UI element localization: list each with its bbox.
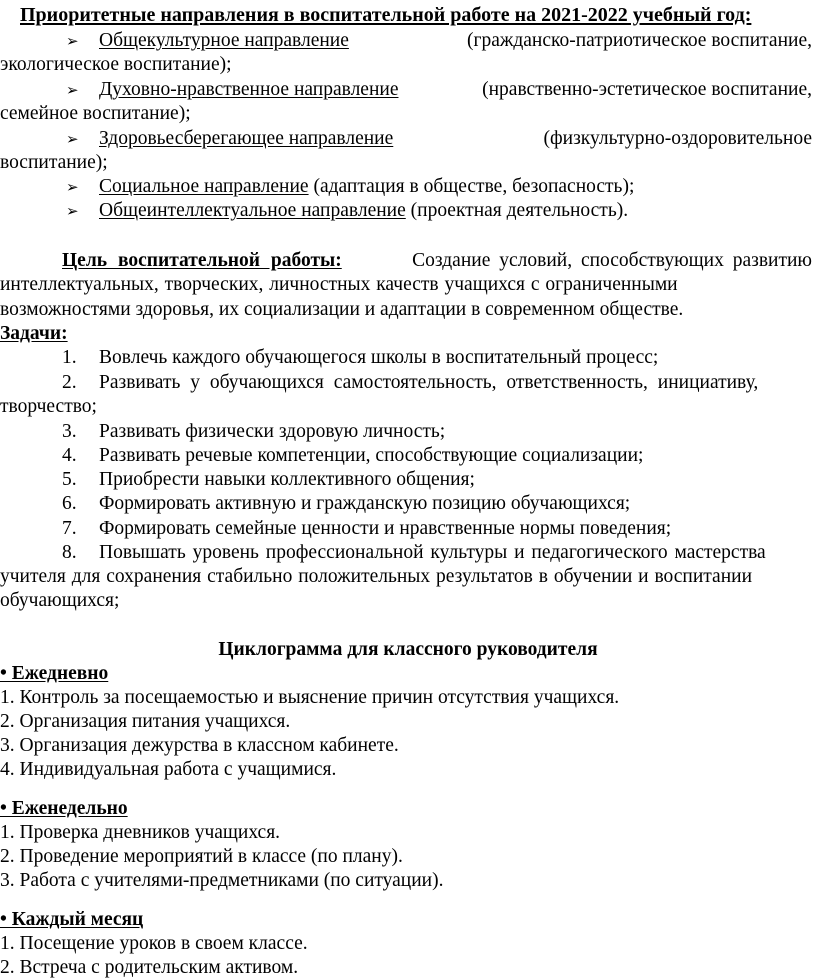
daily-item: 4. Индивидуальная работа с учащимися. <box>0 759 337 780</box>
task-text-cont: обучающихся; <box>0 590 120 611</box>
daily-item: 3. Организация дежурства в классном кабинете. <box>0 735 399 756</box>
weekly-heading: • Еженедельно <box>0 798 128 819</box>
direction-desc: (адаптация в обществе, безопасность); <box>308 176 635 197</box>
direction-name: Здоровьесберегающее направление <box>99 128 394 149</box>
tasks-label: Задачи: <box>0 323 68 344</box>
task-number: 5. <box>62 469 77 490</box>
arrow-bullet-icon: ➢ <box>66 130 79 148</box>
task-number: 6. <box>62 493 77 514</box>
direction-name: Общекультурное направление <box>99 30 349 51</box>
goal-label: Цель воспитательной работы: <box>62 250 342 271</box>
task-text: Развивать речевые компетенции, способствующие социализации; <box>99 445 644 466</box>
direction-item <box>99 175 634 199</box>
direction-item <box>99 29 812 53</box>
task-number: 4. <box>62 445 77 466</box>
direction-name: Социальное направление <box>99 176 309 197</box>
direction-desc-cont: семейное воспитание); <box>0 103 191 124</box>
weekly-item: 2. Проведение мероприятий в классе (по плану). <box>0 846 403 867</box>
weekly-item: 1. Проверка дневников учащихся. <box>0 822 281 843</box>
task-text: Формировать активную и гражданскую позицию обучающихся; <box>99 493 631 514</box>
page-title: Приоритетные направления в воспитательной работе на 2021-2022 учебный год: <box>20 4 752 26</box>
direction-item <box>99 78 812 102</box>
task-text: Развивать физически здоровую личность; <box>99 421 446 442</box>
goal-text: Создание условий, способствующих развитию <box>412 250 812 271</box>
task-text: Вовлечь каждого обучающегося школы в воспитательный процесс; <box>99 347 659 368</box>
direction-desc: (нравственно-эстетическое воспитание, <box>482 79 812 100</box>
direction-item <box>99 199 628 223</box>
task-number: 2. <box>62 372 77 393</box>
task-text: Повышать уровень профессиональной культуры и педагогического мастерства <box>99 542 766 563</box>
task-number: 8. <box>62 542 77 563</box>
direction-name: Духовно-нравственное направление <box>99 79 399 100</box>
task-text-cont: творчество; <box>0 396 97 417</box>
task-number: 7. <box>62 518 77 539</box>
arrow-bullet-icon: ➢ <box>66 178 79 196</box>
goal-text-line: интеллектуальных, творческих, личностных качеств учащихся с ограниченными <box>0 274 678 295</box>
arrow-bullet-icon: ➢ <box>66 32 79 50</box>
direction-desc: (проектная деятельность). <box>405 200 629 221</box>
task-text-cont: учителя для сохранения стабильно положительных результатов в обучении и воспитании <box>0 566 753 587</box>
goal-text-line: возможностями здоровья, их социализации и адаптации в современном обществе. <box>0 299 684 320</box>
task-number: 1. <box>62 347 77 368</box>
direction-name: Общеинтеллектуальное направление <box>99 200 406 221</box>
direction-desc-cont: экологическое воспитание); <box>0 54 232 75</box>
task-text: Формировать семейные ценности и нравственные нормы поведения; <box>99 518 672 539</box>
task-number: 3. <box>62 421 77 442</box>
task-text: Развивать у обучающихся самостоятельность, ответственность, инициативу, <box>99 372 759 393</box>
arrow-bullet-icon: ➢ <box>66 81 79 99</box>
task-text: Приобрести навыки коллективного общения; <box>99 469 475 490</box>
arrow-bullet-icon: ➢ <box>66 202 79 220</box>
daily-item: 2. Организация питания учащихся. <box>0 711 291 732</box>
daily-item: 1. Контроль за посещаемостью и выяснение причин отсутствия учащихся. <box>0 687 620 708</box>
direction-desc: (гражданско-патриотическое воспитание, <box>466 30 812 51</box>
daily-heading: • Ежедневно <box>0 663 109 684</box>
direction-desc-cont: воспитание); <box>0 152 108 173</box>
monthly-item: 2. Встреча с родительским активом. <box>0 957 299 978</box>
direction-desc: (физкультурно-оздоровительное <box>543 128 812 149</box>
goal-line <box>62 249 812 273</box>
cyclogram-title: Циклограмма для классного руководителя <box>218 639 598 660</box>
monthly-item: 1. Посещение уроков в своем классе. <box>0 933 308 954</box>
monthly-heading: • Каждый месяц <box>0 909 144 930</box>
weekly-item: 3. Работа с учителями-предметниками (по ситуации). <box>0 870 444 891</box>
direction-item <box>99 127 812 151</box>
